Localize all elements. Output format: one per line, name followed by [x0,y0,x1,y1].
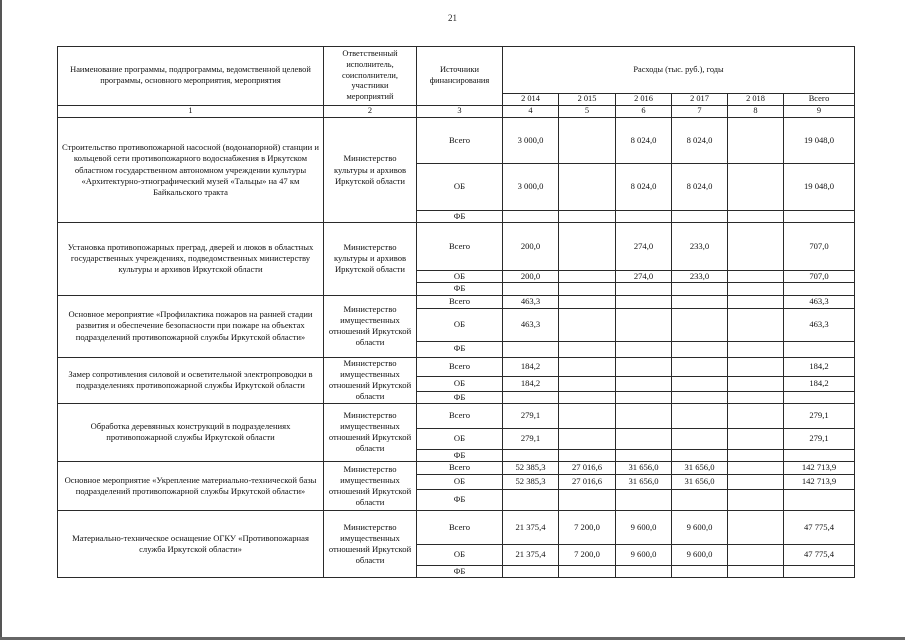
value-cell-v2017: 8 024,0 [672,164,728,211]
value-cell-v2016 [616,376,672,391]
value-cell-v2015 [559,211,616,223]
value-cell-v2015 [559,376,616,391]
measure-name-cell: Основное мероприятие «Профилактика пожаров на ранней стадии развития и обеспечение безопасности при пожаре на объектах подразделений противопожарной службы Иркутской области» [58,295,324,357]
value-cell-v2016: 31 656,0 [616,474,672,489]
value-cell-v2016: 8 024,0 [616,164,672,211]
value-cell-v2014: 21 375,4 [503,544,559,565]
value-cell-total: 142 713,9 [784,474,855,489]
value-cell-v2014: 3 000,0 [503,164,559,211]
value-cell-v2015 [559,283,616,295]
value-cell-total: 47 775,4 [784,510,855,544]
table-row [58,357,855,376]
measure-name-cell: Материально-техническое оснащение ОГКУ «Противопожарная служба Иркутской области» [58,510,324,577]
value-cell-v2015 [559,271,616,283]
table-row [58,461,855,474]
value-cell-v2014 [503,211,559,223]
measure-name-cell: Установка противопожарных преград, дверей и люков в областных государственных учреждениях, подведомственных министерству культуры и архивов Иркутской области [58,223,324,295]
value-cell-v2018 [728,357,784,376]
value-cell-v2017 [672,357,728,376]
value-cell-v2014: 200,0 [503,223,559,271]
source-cell: ОБ [417,544,503,565]
value-cell-v2018 [728,474,784,489]
header-program-name: Наименование программы, подпрограммы, ведомственной целевой программы, основного мероприятия, мероприятия [58,47,324,106]
value-cell-v2018 [728,295,784,308]
value-cell-total: 47 775,4 [784,544,855,565]
value-cell-v2014: 21 375,4 [503,510,559,544]
source-cell: ФБ [417,489,503,510]
value-cell-v2014 [503,489,559,510]
source-cell: ФБ [417,565,503,577]
source-cell: ОБ [417,164,503,211]
header-sources: Источники финансирования [417,47,503,106]
value-cell-v2016 [616,283,672,295]
value-cell-v2015 [559,449,616,461]
value-cell-total: 463,3 [784,308,855,341]
value-cell-v2016 [616,341,672,357]
value-cell-total [784,565,855,577]
value-cell-v2015 [559,489,616,510]
value-cell-v2016 [616,449,672,461]
value-cell-v2014: 52 385,3 [503,474,559,489]
value-cell-v2018 [728,510,784,544]
source-cell: ФБ [417,449,503,461]
value-cell-total [784,283,855,295]
value-cell-total [784,211,855,223]
col-num-4: 4 [503,106,559,118]
table-row [58,295,855,308]
header-row [58,47,855,94]
value-cell-v2016: 9 600,0 [616,510,672,544]
measure-name-cell: Основное мероприятие «Укрепление материально-технической базы подразделений противопожарной службы Иркутской области» [58,461,324,510]
value-cell-v2016: 274,0 [616,223,672,271]
value-cell-v2015 [559,223,616,271]
source-cell: ОБ [417,376,503,391]
value-cell-v2016 [616,391,672,403]
value-cell-v2016 [616,428,672,449]
value-cell-v2018 [728,449,784,461]
value-cell-v2017 [672,376,728,391]
value-cell-v2018 [728,391,784,403]
source-cell: Всего [417,510,503,544]
value-cell-v2016 [616,308,672,341]
value-cell-v2017: 31 656,0 [672,461,728,474]
value-cell-v2016: 274,0 [616,271,672,283]
value-cell-total [784,341,855,357]
value-cell-v2015 [559,403,616,428]
value-cell-v2014: 52 385,3 [503,461,559,474]
value-cell-v2015: 27 016,6 [559,474,616,489]
value-cell-v2015 [559,308,616,341]
value-cell-v2017 [672,283,728,295]
value-cell-v2017 [672,403,728,428]
table-row [58,510,855,544]
value-cell-v2015 [559,391,616,403]
header-expenses: Расходы (тыс. руб.), годы [503,47,855,94]
value-cell-v2014: 200,0 [503,271,559,283]
value-cell-total [784,391,855,403]
value-cell-v2015 [559,357,616,376]
value-cell-total: 279,1 [784,403,855,428]
value-cell-v2015: 7 200,0 [559,510,616,544]
value-cell-v2015 [559,295,616,308]
value-cell-v2016: 9 600,0 [616,544,672,565]
year-2018: 2 018 [728,94,784,106]
year-total: Всего [784,94,855,106]
source-cell: ОБ [417,271,503,283]
table-row [58,403,855,428]
value-cell-v2018 [728,283,784,295]
value-cell-total [784,489,855,510]
value-cell-v2014: 3 000,0 [503,118,559,164]
value-cell-v2018 [728,118,784,164]
expenses-table [57,46,855,578]
value-cell-v2018 [728,164,784,211]
value-cell-v2015 [559,118,616,164]
value-cell-v2017 [672,341,728,357]
col-num-6: 6 [616,106,672,118]
responsible-cell: Министерство имущественных отношений Иркутской области [324,295,417,357]
value-cell-v2014 [503,341,559,357]
col-num-1: 1 [58,106,324,118]
value-cell-total: 707,0 [784,271,855,283]
value-cell-v2015: 7 200,0 [559,544,616,565]
value-cell-v2016: 31 656,0 [616,461,672,474]
value-cell-v2016: 8 024,0 [616,118,672,164]
value-cell-v2015 [559,164,616,211]
value-cell-v2017: 9 600,0 [672,510,728,544]
year-2017: 2 017 [672,94,728,106]
value-cell-v2017 [672,295,728,308]
value-cell-total: 19 048,0 [784,118,855,164]
measure-name-cell: Строительство противопожарной насосной (водонапорной) станции и кольцевой сети противопожарного водоснабжения в Иркутском областном государственном автономном учреждении культуры «Архитектурно-этнографический музей «Тальцы» на 47 км Байкальского тракта [58,118,324,223]
value-cell-total: 184,2 [784,357,855,376]
measure-name-cell: Замер сопротивления силовой и осветительной электропроводки в подразделениях противопожарной службы Иркутской области [58,357,324,403]
value-cell-v2017: 31 656,0 [672,474,728,489]
source-cell: Всего [417,118,503,164]
value-cell-v2014 [503,283,559,295]
responsible-cell: Министерство имущественных отношений Иркутской области [324,461,417,510]
table-row [58,118,855,164]
value-cell-v2015 [559,565,616,577]
responsible-cell: Министерство культуры и архивов Иркутской области [324,118,417,223]
col-num-8: 8 [728,106,784,118]
value-cell-total: 463,3 [784,295,855,308]
source-cell: Всего [417,357,503,376]
col-num-5: 5 [559,106,616,118]
value-cell-v2018 [728,489,784,510]
value-cell-v2018 [728,341,784,357]
scan-left-edge [0,0,2,640]
value-cell-v2016 [616,295,672,308]
page-number: 21 [448,13,457,23]
column-numbers-row [58,106,855,118]
table-row [58,223,855,271]
value-cell-v2017: 233,0 [672,271,728,283]
value-cell-v2018 [728,223,784,271]
source-cell: Всего [417,403,503,428]
value-cell-v2016 [616,403,672,428]
value-cell-v2018 [728,271,784,283]
value-cell-v2016 [616,565,672,577]
col-num-9: 9 [784,106,855,118]
responsible-cell: Министерство культуры и архивов Иркутской области [324,223,417,295]
year-2014: 2 014 [503,94,559,106]
source-cell: ФБ [417,341,503,357]
value-cell-total: 184,2 [784,376,855,391]
value-cell-v2014: 184,2 [503,376,559,391]
value-cell-v2016 [616,489,672,510]
value-cell-total: 279,1 [784,428,855,449]
value-cell-v2017 [672,391,728,403]
value-cell-v2017 [672,489,728,510]
source-cell: ОБ [417,428,503,449]
source-cell: ФБ [417,391,503,403]
year-2015: 2 015 [559,94,616,106]
value-cell-total: 142 713,9 [784,461,855,474]
measure-name-cell: Обработка деревянных конструкций в подразделениях противопожарной службы Иркутской области [58,403,324,461]
value-cell-v2018 [728,565,784,577]
value-cell-v2014: 279,1 [503,428,559,449]
value-cell-v2018 [728,544,784,565]
source-cell: ФБ [417,211,503,223]
value-cell-v2016 [616,357,672,376]
col-num-3: 3 [417,106,503,118]
value-cell-total: 707,0 [784,223,855,271]
responsible-cell: Министерство имущественных отношений Иркутской области [324,510,417,577]
value-cell-v2014 [503,391,559,403]
value-cell-v2018 [728,428,784,449]
value-cell-total: 19 048,0 [784,164,855,211]
value-cell-v2017 [672,308,728,341]
value-cell-v2014: 463,3 [503,295,559,308]
source-cell: Всего [417,223,503,271]
responsible-cell: Министерство имущественных отношений Иркутской области [324,403,417,461]
value-cell-v2018 [728,461,784,474]
value-cell-v2017: 9 600,0 [672,544,728,565]
value-cell-v2018 [728,376,784,391]
value-cell-v2017 [672,428,728,449]
value-cell-v2014: 279,1 [503,403,559,428]
value-cell-v2017 [672,565,728,577]
year-2016: 2 016 [616,94,672,106]
value-cell-v2015: 27 016,6 [559,461,616,474]
value-cell-v2018 [728,403,784,428]
value-cell-v2017 [672,211,728,223]
value-cell-v2014 [503,565,559,577]
source-cell: ФБ [417,283,503,295]
value-cell-v2015 [559,428,616,449]
value-cell-total [784,449,855,461]
source-cell: Всего [417,461,503,474]
value-cell-v2017 [672,449,728,461]
value-cell-v2015 [559,341,616,357]
col-num-7: 7 [672,106,728,118]
value-cell-v2018 [728,211,784,223]
value-cell-v2014: 184,2 [503,357,559,376]
value-cell-v2016 [616,211,672,223]
value-cell-v2017: 8 024,0 [672,118,728,164]
value-cell-v2014: 463,3 [503,308,559,341]
value-cell-v2018 [728,308,784,341]
source-cell: Всего [417,295,503,308]
value-cell-v2014 [503,449,559,461]
col-num-2: 2 [324,106,417,118]
responsible-cell: Министерство имущественных отношений Иркутской области [324,357,417,403]
source-cell: ОБ [417,474,503,489]
header-responsible: Ответственный исполнитель, соисполнители, участники мероприятий [324,47,417,106]
source-cell: ОБ [417,308,503,341]
value-cell-v2017: 233,0 [672,223,728,271]
